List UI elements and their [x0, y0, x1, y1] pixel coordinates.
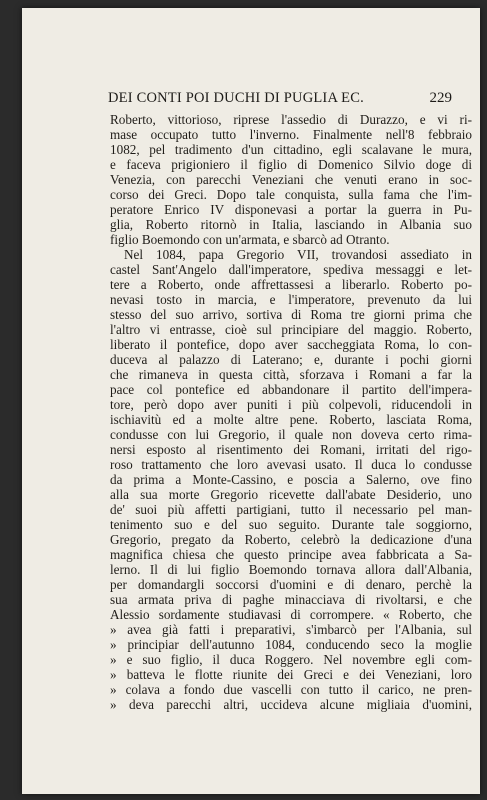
page-header: [108, 90, 452, 112]
page-number: 229: [429, 90, 452, 106]
text-line: Nel 1084, papa Gregorio VII, trovandosi assediato in: [124, 247, 472, 262]
text-line: » deva parecchi altri, uccideva alcune migliaia d'uomini,: [110, 697, 472, 712]
text-line: Alessio sordamente studiavasi di corrompere. « Roberto, che: [110, 607, 472, 622]
text-line: mase occupato tutto l'inverno. Finalmente nell'8 febbraio: [110, 127, 472, 142]
text-line: 1082, pel tradimento d'un cittadino, egli scalavane le mura,: [110, 142, 472, 157]
text-line: » colava a fondo due vascelli con tutto il carico, ne pren-: [110, 682, 472, 697]
text-line: nevasi tosto in marcia, e l'imperatore, prevenuto da lui: [110, 292, 472, 307]
text-line: nersi esposto al risentimento dei Romani, irritati del rigo-: [110, 442, 472, 457]
text-line: tenimento suo e del suo seguito. Durante tale soggiorno,: [110, 517, 472, 532]
text-line: da prima a Monte-Cassino, e poscia a Salerno, ove fino: [110, 472, 472, 487]
text-line: » avea già fatti i preparativi, s'imbarcò per l'Albania, sul: [110, 622, 472, 637]
text-line: de' suoi più affetti partigiani, tutto il necessario pel man-: [110, 502, 472, 517]
text-line: ischiavitù ed a molte altre pene. Roberto, lasciata Roma,: [110, 412, 472, 427]
text-line: alla sua morte Gregorio ricevette dall'abate Desiderio, uno: [110, 487, 472, 502]
text-line: peratore Enrico IV disponevasi a portar la guerra in Pu-: [110, 202, 472, 217]
text-line: » batteva le flotte riunite dei Greci e dei Veneziani, loro: [110, 667, 472, 682]
text-line: per domandargli soccorsi d'uomini e di denaro, perchè la: [110, 577, 472, 592]
text-line: Venezia, con parecchi Veneziani che venuti erano in soc-: [110, 172, 472, 187]
running-title: DEI CONTI POI DUCHI DI PUGLIA EC.: [108, 90, 364, 106]
text-line: condusse con lui Gregorio, il quale non doveva certo rima-: [110, 427, 472, 442]
text-line: » e suo figlio, il duca Roggero. Nel novembre egli com-: [110, 652, 472, 667]
text-line: castel Sant'Angelo dall'imperatore, spediva messaggi e let-: [110, 262, 472, 277]
text-line: glia, Roberto ritornò in Italia, lasciando in Albania suo: [110, 217, 472, 232]
book-page: [22, 8, 480, 794]
text-line: Roberto, vittorioso, riprese l'assedio di Durazzo, e vi ri-: [110, 112, 472, 127]
text-line: corso dei Greci. Dopo tale conquista, sulla fama che l'im-: [110, 187, 472, 202]
text-line: roso trattamento che loro avevasi usato. Il duca lo condusse: [110, 457, 472, 472]
text-line: tere a Roberto, onde affrettassesi a liberarlo. Roberto po-: [110, 277, 472, 292]
text-line: tore, però dopo aver puniti i più colpevoli, riducendoli in: [110, 397, 472, 412]
text-line: che rimaneva in questa città, sforzava i Romani a far la: [110, 367, 472, 382]
text-line: magnifica chiesa che questo principe avea fabbricata a Sa-: [110, 547, 472, 562]
text-line: e faceva prigioniero il figlio di Domenico Silvio doge di: [110, 157, 472, 172]
body-text: [110, 112, 472, 712]
text-line: stesso del suo arrivo, sortiva di Roma tre giorni prima che: [110, 307, 472, 322]
text-line: Gregorio, pregato da Roberto, celebrò la dedicazione d'una: [110, 532, 472, 547]
text-line: sua armata priva di paghe minacciava di rivoltarsi, e che: [110, 592, 472, 607]
text-line: duceva al palazzo di Laterano; e, durante i pochi giorni: [110, 352, 472, 367]
text-line: l'altro vi entrasse, cioè sul principiare del maggio. Roberto,: [110, 322, 472, 337]
text-line: lerno. Il di lui figlio Boemondo tornava allora dall'Albania,: [110, 562, 472, 577]
text-line: pace col pontefice ed abbandonare il partito dell'impera-: [110, 382, 472, 397]
text-line: liberato il pontefice, dopo aver saccheggiata Roma, lo con-: [110, 337, 472, 352]
text-line: figlio Boemondo con un'armata, e sbarcò ad Otranto.: [110, 232, 390, 247]
text-line: » principiar dell'autunno 1084, conducendo seco la moglie: [110, 637, 472, 652]
